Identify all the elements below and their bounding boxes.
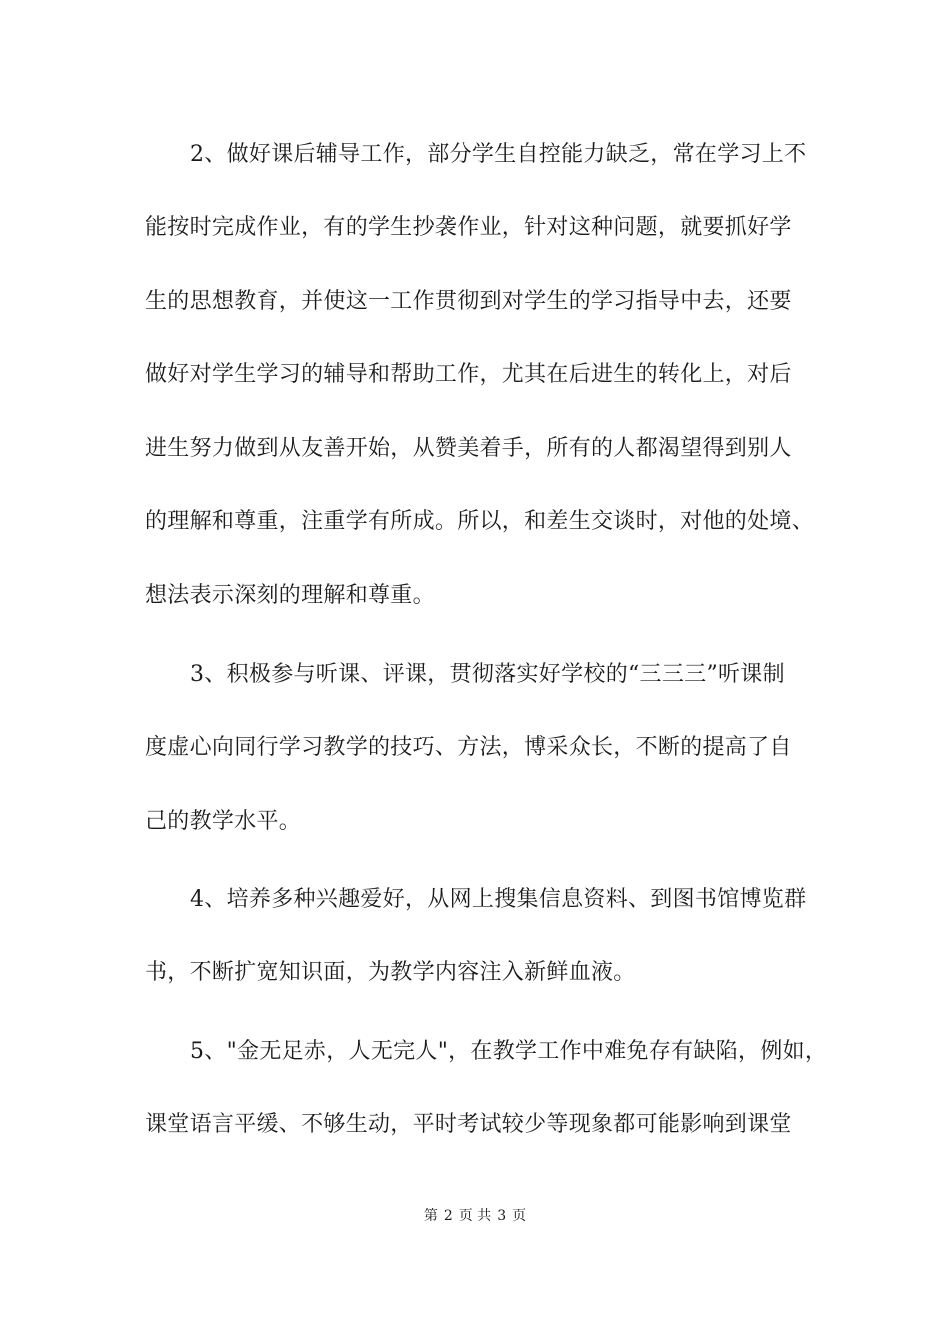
footer-current-page: 2 xyxy=(443,1208,453,1224)
footer-label-pages: 页 xyxy=(512,1208,527,1224)
paragraph-3-line-3: 己的教学水平。 xyxy=(145,809,302,834)
paragraph-4-line-1: 4、培养多种兴趣爱好，从网上搜集信息资料、到图书馆博览群 xyxy=(190,887,807,912)
paragraph-3-line-1: 3、积极参与听课、评课，贯彻落实好学校的“三三三”听课制 xyxy=(190,662,785,687)
paragraph-2-line-2: 能按时完成作业，有的学生抄袭作业，针对这种问题，就要抓好学 xyxy=(145,215,792,240)
paragraph-2-line-4: 做好对学生学习的辅导和帮助工作，尤其在后进生的转化上，对后 xyxy=(145,362,792,387)
footer-total-pages: 3 xyxy=(497,1208,507,1224)
footer-label-page: 第 xyxy=(423,1208,438,1224)
paragraph-2-line-1: 2、做好课后辅导工作，部分学生自控能力缺乏，常在学习上不 xyxy=(190,142,807,167)
paragraph-4-line-2: 书，不断扩宽知识面，为教学内容注入新鲜血液。 xyxy=(145,960,636,985)
paragraph-3-line-2: 度虚心向同行学习教学的技巧、方法，博采众长，不断的提高了自 xyxy=(145,735,792,760)
paragraph-2-line-3: 生的思想教育，并使这一工作贯彻到对学生的学习指导中去，还要 xyxy=(145,289,792,314)
paragraph-2-line-6: 的理解和尊重，注重学有所成。所以，和差生交谈时，对他的处境、 xyxy=(145,509,815,534)
paragraph-2-line-7: 想法表示深刻的理解和尊重。 xyxy=(145,583,435,608)
page-footer xyxy=(0,1206,950,1226)
paragraph-5-line-2: 课堂语言平缓、不够生动，平时考试较少等现象都可能影响到课堂 xyxy=(145,1112,792,1137)
footer-label-of: 页 共 xyxy=(458,1208,492,1224)
paragraph-5-line-1: 5、"金无足赤，人无完人"，在教学工作中难免存有缺陷，例如， xyxy=(190,1039,828,1064)
paragraph-2-line-5: 进生努力做到从友善开始，从赞美着手，所有的人都渴望得到别人 xyxy=(145,436,792,461)
